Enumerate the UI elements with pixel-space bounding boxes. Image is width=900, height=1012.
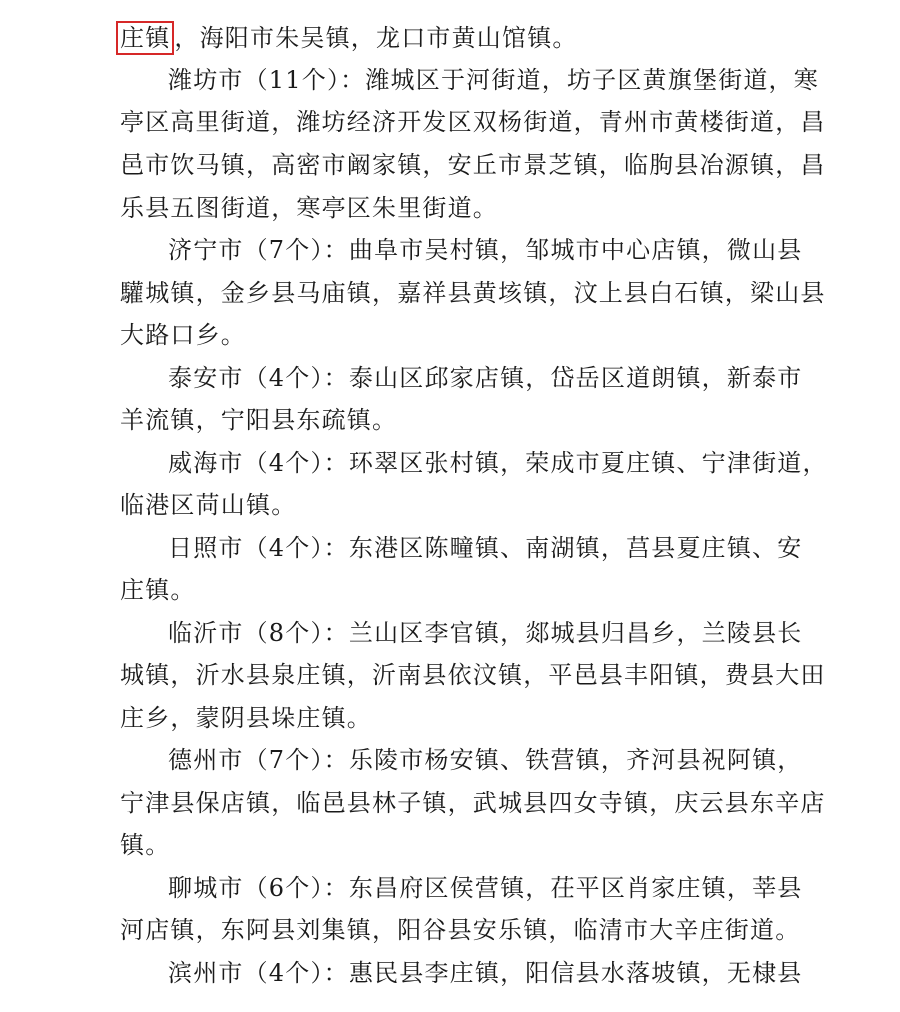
text-line: 邑市饮马镇，高密市阚家镇，安丘市景芝镇，临朐县冶源镇，昌 bbox=[120, 151, 826, 179]
paragraph-binzhou: 滨州市（4个）：惠民县李庄镇，阳信县水落坡镇，无棣县 bbox=[168, 959, 803, 987]
text-line: 庄镇。 bbox=[120, 576, 196, 604]
paragraph-rizhao: 日照市（4个）：东港区陈疃镇、南湖镇，莒县夏庄镇、安 bbox=[168, 534, 803, 562]
paragraph-dezhou: 德州市（7个）：乐陵市杨安镇、铁营镇，齐河县祝阿镇， bbox=[168, 746, 803, 774]
text-line: 羊流镇，宁阳县东疏镇。 bbox=[120, 406, 398, 434]
paragraph-weihai: 威海市（4个）：环翠区张村镇，荣成市夏庄镇、宁津街道， bbox=[168, 449, 828, 477]
text-line: 临港区苘山镇。 bbox=[120, 491, 297, 519]
text-line-continuation: ，海阳市朱吴镇，龙口市黄山馆镇。 bbox=[174, 24, 578, 52]
text-line: 亭区高里街道，潍坊经济开发区双杨街道，青州市黄楼街道，昌 bbox=[120, 108, 826, 136]
text-line: 驩城镇，金乡县马庙镇，嘉祥县黄垓镇，汶上县白石镇，梁山县 bbox=[120, 279, 826, 307]
text-line: 河店镇，东阿县刘集镇，阳谷县安乐镇，临清市大辛庄街道。 bbox=[120, 916, 801, 944]
highlighted-text: 庄镇 bbox=[116, 21, 174, 55]
paragraph-linyi: 临沂市（8个）：兰山区李官镇，郯城县归昌乡，兰陵县长 bbox=[168, 619, 803, 647]
text-line: 城镇，沂水县泉庄镇，沂南县依汶镇，平邑县丰阳镇，费县大田 bbox=[120, 661, 826, 689]
text-line: 大路口乡。 bbox=[120, 321, 246, 349]
text-line: 庄乡，蒙阴县垛庄镇。 bbox=[120, 704, 372, 732]
text-line: 宁津县保店镇，临邑县林子镇，武城县四女寺镇，庆云县东辛店 bbox=[120, 789, 826, 817]
paragraph-taian: 泰安市（4个）：泰山区邱家店镇，岱岳区道朗镇，新泰市 bbox=[168, 364, 803, 392]
text-line: 镇。 bbox=[120, 831, 171, 859]
text-line-first bbox=[120, 21, 800, 55]
text-line: 乐县五图街道，寒亭区朱里街道。 bbox=[120, 194, 498, 222]
paragraph-liaocheng: 聊城市（6个）：东昌府区侯营镇，茌平区肖家庄镇，莘县 bbox=[168, 874, 803, 902]
paragraph-weifang: 潍坊市（11个）：潍城区于河街道，坊子区黄旗堡街道，寒 bbox=[168, 66, 819, 94]
paragraph-jining: 济宁市（7个）：曲阜市吴村镇，邹城市中心店镇，微山县 bbox=[168, 236, 803, 264]
